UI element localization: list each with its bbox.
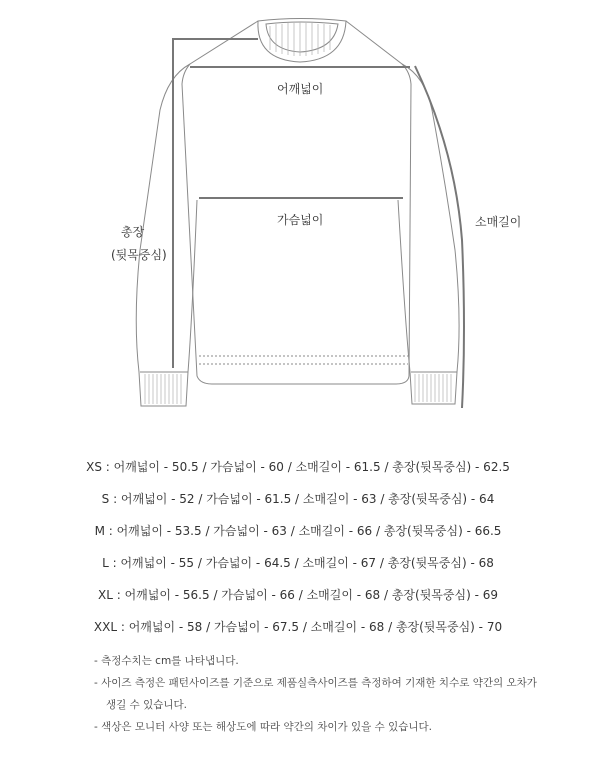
note-measurement: - 사이즈 측정은 패턴사이즈를 기준으로 제품실측사이즈를 측정하여 기재한 치수로 약간의 오차가 [94, 677, 537, 689]
size-row-s: S : 어깨넓이 - 52 / 가슴넓이 - 61.5 / 소매길이 - 63 / 총장(뒷목중심) - 64 [101, 492, 495, 506]
note-measurement-cont: 생길 수 있습니다. [106, 699, 188, 711]
size-row-l: L : 어깨넓이 - 55 / 가슴넓이 - 64.5 / 소매길이 - 67 / 총장(뒷목중심) - 68 [102, 556, 494, 570]
chest-label: 가슴넓이 [277, 213, 324, 227]
sleeve-label: 소매길이 [475, 215, 522, 229]
length-label-sub: (뒷목중심) [111, 248, 167, 262]
notes [94, 650, 574, 738]
length-line [173, 39, 258, 368]
length-label: 총장 [121, 225, 145, 239]
size-row-m: M : 어깨넓이 - 53.5 / 가슴넓이 - 63 / 소매길이 - 66 / 총장(뒷목중심) - 66.5 [94, 524, 502, 538]
size-row-xxl: XXL : 어깨넓이 - 58 / 가슴넓이 - 67.5 / 소매길이 - 68 / 총장(뒷목중심) - 70 [93, 620, 503, 634]
note-color: - 색상은 모니터 사양 또는 해상도에 따라 약간의 차이가 있을 수 있습니다. [94, 721, 432, 733]
shoulder-label: 어깨넓이 [277, 82, 324, 96]
size-row-xl: XL : 어깨넓이 - 56.5 / 가슴넓이 - 66 / 소매길이 - 68 / 총장(뒷목중심) - 69 [98, 588, 498, 602]
sleeve-line [415, 66, 464, 408]
size-row-xs: XS : 어깨넓이 - 50.5 / 가슴넓이 - 60 / 소매길이 - 61.5 / 총장(뒷목중심) - 62.5 [86, 460, 510, 474]
note-unit: - 측정수치는 cm를 나타냅니다. [94, 655, 239, 667]
